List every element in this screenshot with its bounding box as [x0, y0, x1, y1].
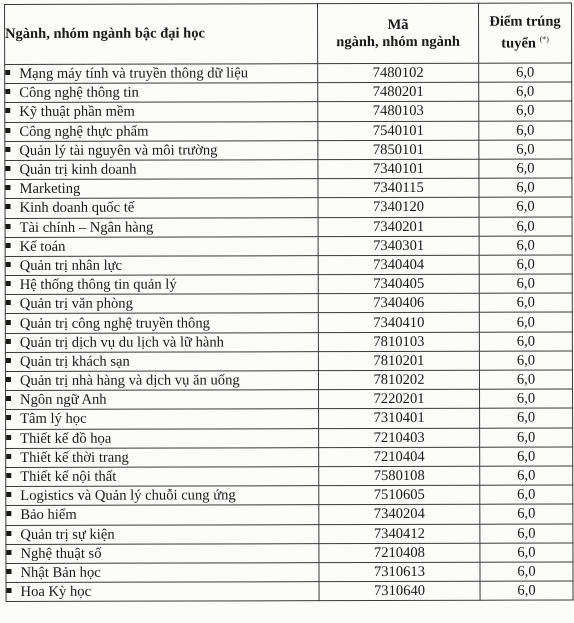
admission-score: 6,0 — [479, 274, 572, 293]
admission-score: 6,0 — [479, 332, 572, 351]
header-code — [318, 3, 479, 63]
bullet-icon — [6, 320, 11, 325]
major-code: 7480103 — [318, 102, 479, 122]
table-row — [5, 236, 572, 257]
admission-score: 6,0 — [480, 428, 573, 447]
table-row — [5, 159, 572, 180]
major-name: Quản trị dịch vụ du lịch và lữ hành — [19, 334, 224, 351]
admission-score: 6,0 — [479, 255, 572, 274]
major-code: 7210408 — [319, 543, 480, 563]
admission-score: 6,0 — [479, 121, 572, 140]
major-code: 7340406 — [318, 294, 479, 314]
major-code: 7340405 — [318, 274, 479, 294]
major-code: 7310613 — [319, 562, 480, 582]
major-name: Logistics và Quản lý chuỗi cung ứng — [20, 487, 236, 505]
major-code: 7480102 — [318, 63, 479, 83]
admission-score: 6,0 — [480, 504, 573, 523]
major-name: Thiết kế đồ họa — [20, 430, 112, 447]
table-row — [6, 485, 573, 506]
header-score — [478, 3, 571, 63]
major-cell — [5, 371, 318, 391]
admission-score: 6,0 — [479, 101, 572, 120]
major-cell — [5, 160, 318, 180]
major-code: 7220201 — [319, 389, 480, 409]
table-header — [5, 3, 572, 64]
bullet-icon — [6, 550, 11, 555]
table-row — [6, 504, 573, 525]
table-row — [6, 447, 573, 468]
major-code: 7340204 — [319, 505, 480, 525]
table-row — [5, 332, 572, 353]
major-code: 7480201 — [318, 82, 479, 102]
admission-score: 6,0 — [480, 562, 573, 581]
admission-score: 6,0 — [479, 159, 572, 178]
admission-score: 6,0 — [479, 312, 572, 331]
bullet-icon — [6, 454, 11, 459]
bullet-icon — [6, 358, 11, 363]
bullet-icon — [6, 204, 11, 209]
bullet-icon — [5, 89, 10, 94]
admission-score: 6,0 — [480, 389, 573, 408]
table-row — [5, 370, 572, 391]
major-code: 7340101 — [318, 159, 479, 179]
major-code: 7310640 — [319, 581, 480, 601]
bullet-icon — [6, 415, 11, 420]
table-row — [6, 466, 573, 487]
admission-score: 6,0 — [480, 447, 573, 466]
major-cell — [5, 236, 318, 256]
admission-score: 6,0 — [479, 140, 572, 159]
major-cell — [5, 64, 318, 84]
major-cell — [5, 275, 318, 295]
major-code: 7340115 — [318, 178, 479, 198]
major-name: Marketing — [19, 181, 81, 198]
major-code: 7810202 — [318, 370, 479, 390]
header-score-note: (*) — [539, 34, 549, 44]
major-name: Mạng máy tính và truyền thông dữ liệu — [19, 65, 249, 83]
admission-score: 6,0 — [480, 408, 573, 427]
bullet-icon — [6, 473, 11, 478]
admission-score: 6,0 — [479, 293, 572, 312]
table-row — [5, 82, 572, 103]
table-row — [6, 389, 573, 410]
bullet-icon — [5, 70, 10, 75]
major-name: Thiết kế thời trang — [20, 449, 129, 466]
major-cell — [6, 390, 319, 410]
header-code-line2: ngành, nhóm ngành — [336, 33, 460, 50]
major-name: Kế toán — [19, 238, 66, 255]
major-name: Quản trị khách sạn — [19, 353, 130, 370]
major-cell — [6, 428, 319, 448]
table-row — [6, 562, 573, 583]
major-cell — [5, 217, 318, 237]
major-cell — [5, 256, 318, 276]
bullet-icon — [6, 262, 11, 267]
table-row — [6, 428, 573, 449]
table-row — [5, 197, 572, 218]
major-name: Thiết kế nội thất — [20, 468, 117, 485]
admission-score: 6,0 — [480, 524, 573, 543]
major-name: Quản trị nhà hàng và dịch vụ ăn uống — [19, 372, 240, 390]
table-body — [5, 63, 573, 602]
header-score-line2-wrap — [479, 31, 571, 53]
bullet-icon — [6, 435, 11, 440]
major-cell — [6, 409, 319, 429]
major-cell — [6, 447, 319, 467]
major-code: 7210404 — [319, 447, 480, 467]
header-major — [5, 4, 318, 65]
admission-score: 6,0 — [480, 581, 573, 600]
major-code: 7340201 — [318, 217, 479, 237]
table-row — [5, 101, 572, 122]
table-row — [6, 543, 573, 564]
admission-score: 6,0 — [479, 63, 572, 82]
table-row — [5, 293, 572, 314]
major-name: Ngôn ngữ Anh — [20, 392, 107, 409]
major-name: Hoa Kỳ học — [20, 583, 92, 601]
bullet-icon — [6, 377, 11, 382]
major-cell — [5, 332, 318, 352]
major-cell — [5, 313, 318, 333]
major-code: 7340412 — [319, 524, 480, 544]
major-cell — [6, 486, 319, 506]
table-row — [5, 217, 572, 238]
major-code: 7810201 — [318, 351, 479, 371]
major-cell — [6, 582, 319, 602]
major-name: Quản trị nhân lực — [19, 257, 123, 274]
major-name: Bảo hiểm — [20, 507, 77, 524]
bullet-icon — [6, 492, 11, 497]
major-cell — [5, 351, 318, 371]
major-cell — [6, 467, 319, 487]
admission-score: 6,0 — [480, 543, 573, 562]
bullet-icon — [6, 511, 11, 516]
table-row — [5, 178, 572, 199]
major-name: Công nghệ thực phẩm — [19, 123, 149, 140]
major-cell — [5, 83, 318, 103]
admission-score-table — [4, 3, 574, 603]
major-code: 7340301 — [318, 236, 479, 256]
bullet-icon — [6, 300, 11, 305]
admission-score: 6,0 — [479, 82, 572, 101]
major-name: Nhật Bản học — [20, 564, 101, 581]
major-name: Tâm lý học — [20, 411, 87, 428]
bullet-icon — [5, 185, 10, 190]
bullet-icon — [6, 396, 11, 401]
major-code: 7340120 — [318, 198, 479, 218]
admission-score: 6,0 — [479, 178, 572, 197]
bullet-icon — [6, 569, 11, 574]
bullet-icon — [7, 588, 12, 593]
major-code: 7510605 — [319, 485, 480, 505]
header-row — [5, 3, 572, 64]
table-row — [5, 63, 572, 84]
bullet-icon — [6, 531, 11, 536]
admission-score: 6,0 — [480, 485, 573, 504]
bullet-icon — [6, 339, 11, 344]
table-row — [5, 351, 572, 372]
major-code: 7850101 — [318, 140, 479, 160]
admission-score: 6,0 — [480, 466, 573, 485]
major-code: 7580108 — [319, 466, 480, 486]
major-name: Quản lý tài nguyên và môi trường — [19, 142, 218, 159]
table-row — [6, 524, 573, 545]
major-cell — [6, 543, 319, 563]
admission-score: 6,0 — [479, 197, 572, 216]
header-score-line2: tuyển — [501, 35, 536, 52]
major-name: Quản trị văn phòng — [19, 296, 133, 313]
bullet-icon — [5, 166, 10, 171]
major-cell — [6, 505, 319, 525]
bullet-icon — [5, 147, 10, 152]
major-code: 7210403 — [319, 428, 480, 448]
admission-score: 6,0 — [479, 217, 572, 236]
major-name: Công nghệ thông tin — [19, 84, 139, 102]
major-name: Quản trị công nghệ truyền thông — [19, 314, 210, 332]
major-cell — [5, 140, 318, 160]
table-row — [5, 255, 572, 276]
bullet-icon — [6, 281, 11, 286]
major-name: Quản trị kinh doanh — [19, 161, 137, 178]
header-score-line1: Điểm trúng — [489, 13, 561, 30]
major-cell — [6, 563, 319, 583]
major-name: Hệ thống thông tin quản lý — [19, 276, 177, 294]
bullet-icon — [5, 128, 10, 133]
major-cell — [5, 198, 318, 218]
major-cell — [5, 102, 318, 122]
table-row — [6, 408, 573, 429]
admission-score: 6,0 — [479, 236, 572, 255]
table-row — [6, 581, 573, 602]
major-code: 7310401 — [319, 409, 480, 429]
major-name: Tài chính – Ngân hàng — [19, 219, 154, 236]
bullet-icon — [6, 224, 11, 229]
major-name: Nghệ thuật số — [20, 545, 102, 562]
table-row — [5, 121, 572, 142]
major-code: 7540101 — [318, 121, 479, 141]
major-name: Quản trị sự kiện — [20, 526, 115, 543]
header-major-label: Ngành, nhóm ngành bậc đại học — [5, 25, 205, 42]
major-name: Kỹ thuật phần mềm — [19, 104, 135, 121]
admission-score: 6,0 — [479, 370, 572, 389]
major-cell — [5, 179, 318, 199]
table-row — [5, 274, 572, 295]
header-code-line1: Mã — [387, 16, 409, 33]
major-cell — [5, 294, 318, 314]
bullet-icon — [5, 108, 10, 113]
bullet-icon — [6, 243, 11, 248]
major-cell — [5, 121, 318, 141]
table-row — [5, 312, 572, 333]
major-cell — [6, 524, 319, 544]
admission-score: 6,0 — [479, 351, 572, 370]
major-name: Kinh doanh quốc tế — [19, 200, 135, 217]
major-code: 7340404 — [318, 255, 479, 275]
major-code: 7810103 — [318, 332, 479, 352]
table-row — [5, 140, 572, 161]
major-code: 7340410 — [318, 313, 479, 333]
